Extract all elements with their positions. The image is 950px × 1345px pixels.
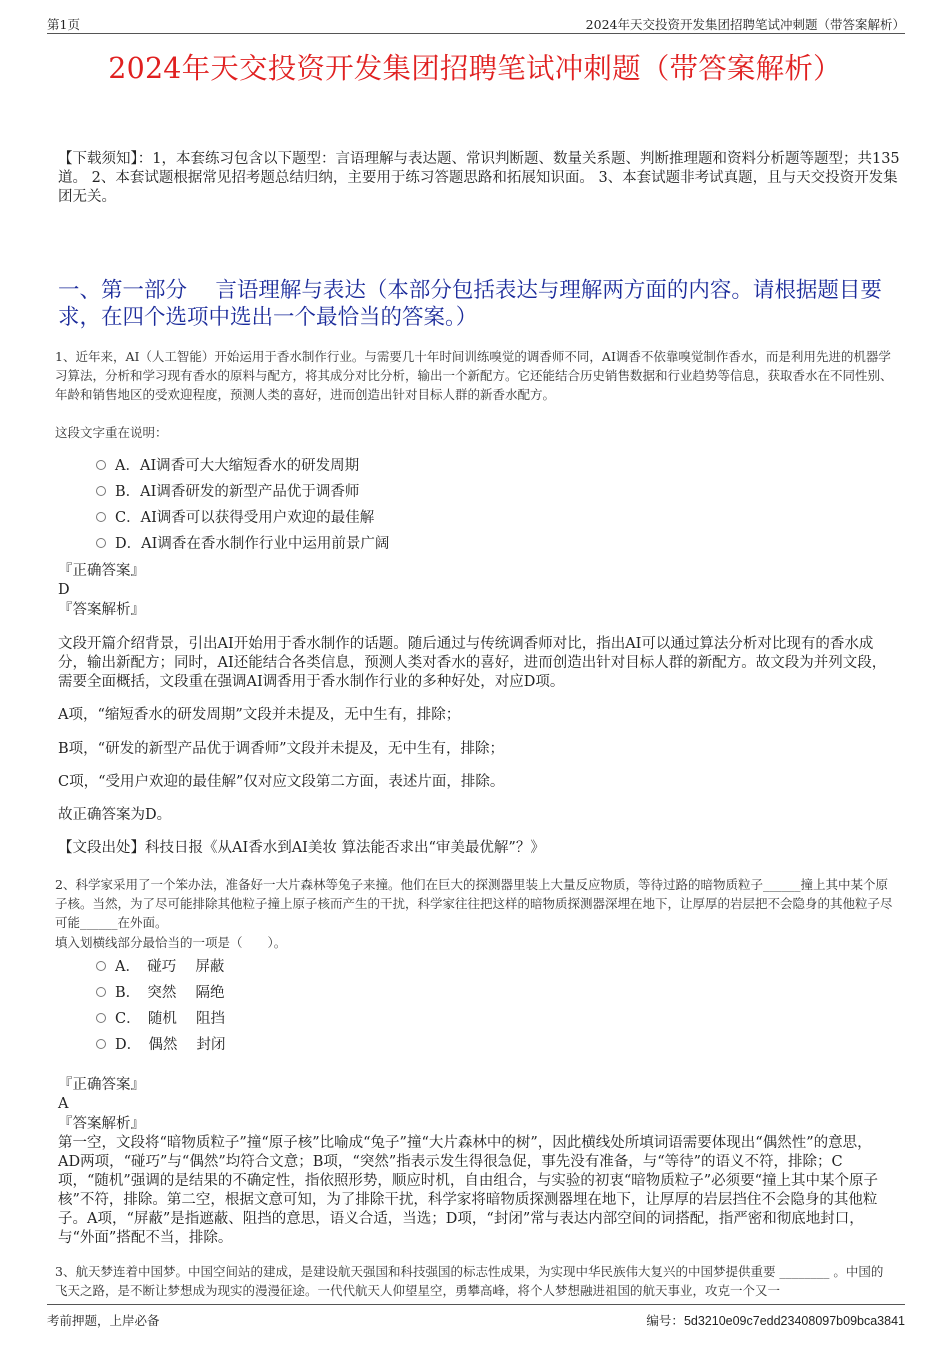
page-header [47, 13, 905, 34]
question-3-text: 3、航天梦连着中国梦。中国空间站的建成，是建设航天强国和科技强国的标志性成果，为实现中华民族伟大复兴的中国梦提供重要 ________ 。中国的飞天之路，是不断让梦想成为现实的漫漫征途。一代代航天人仰望星空，勇攀高峰，将个人梦想融进祖国的航天事业，攻克一个又一 [55, 1264, 884, 1298]
q1-option-d[interactable]: D．AI调香在香水制作行业中运用前景广阔 [96, 534, 389, 554]
q1-option-b[interactable]: B．AI调香研发的新型产品优于调香师 [96, 482, 359, 502]
q1-option-c[interactable]: C．AI调香可以获得受用户欢迎的最佳解 [96, 508, 374, 528]
radio-icon[interactable] [96, 1039, 106, 1049]
q2-answer: A [58, 1096, 69, 1112]
q2-option-a[interactable]: A． 碰巧 屏蔽 [96, 957, 224, 977]
page-title: 2024年天交投资开发集团招聘笔试冲刺题（带答案解析） [108, 52, 842, 85]
q2-option-b[interactable]: B． 突然 隔绝 [96, 983, 225, 1003]
radio-icon[interactable] [96, 987, 106, 997]
q2-option-d[interactable]: D． 偶然 封闭 [96, 1035, 225, 1055]
radio-icon[interactable] [96, 512, 106, 522]
q1-option-a[interactable]: A．AI调香可大大缩短香水的研发周期 [96, 456, 359, 476]
page-number: 第1页 [47, 17, 80, 32]
page-footer [47, 1304, 905, 1329]
q1-analysis-label: 『答案解析』 [58, 602, 145, 618]
section-heading: 一、第一部分 言语理解与表达（本部分包括表达与理解两方面的内容。请根据题目要求，在四个选项中选出一个最恰当的答案。） [58, 278, 882, 330]
footer-slogan: 考前押题，上岸必备 [47, 1313, 160, 1328]
q2-analysis-paragraph: 第一空，文段将“暗物质粒子”撞“原子核”比喻成“兔子”撞“大片森林中的树”，因此横线处所填词语需要体现出“偶然性”的意思，AD两项，“碰巧”与“偶然”均符合文意；B项，“突然”指表示发生得很急促，事先没有准备，与“等待”的语义不符，排除；C项，“随机”强调的是结果的不确定性，指依照形势，顺应时机，自由组合，与实验的初衷“暗物质粒子”必须要“撞上其中某个原子核”不符，排除。第二空，根据文意可知，为了排除干扰，科学家将暗物质探测器埋在地下，让厚厚的岩层挡住不会隐身的其他粒子。A项，“屏蔽”是指遮蔽、阻挡的意思，语义合适，当选；D项，“封闭”常与表达内部空间的词搭配，指严密和彻底地封口，与“外面”搭配不当，排除。 [58, 1135, 879, 1246]
q1-analysis-paragraph: 故正确答案为D。 [58, 807, 172, 823]
q1-analysis-paragraph: C项，“受用户欢迎的最佳解”仅对应文段第二方面，表述片面，排除。 [58, 774, 505, 790]
radio-icon[interactable] [96, 460, 106, 470]
q1-source: 【文段出处】科技日报《从AI香水到AI美妆 算法能否求出“审美最优解”？》 [58, 840, 545, 856]
radio-icon[interactable] [96, 1013, 106, 1023]
radio-icon[interactable] [96, 486, 106, 496]
question-1-text: 1、近年来，AI（人工智能）开始运用于香水制作行业。与需要几十年时间训练嗅觉的调香师不同，AI调香不依靠嗅觉制作香水，而是利用先进的机器学习算法，分析和学习现有香水的原料与配方，将其成分对比分析，输出一个新配方。它还能结合历史销售数据和行业趋势等信息，获取香水在不同性别、年龄和销售地区的受欢迎程度，预测人类的喜好，进而创造出针对目标人群的新香水配方。 [55, 349, 893, 402]
q1-answer: D [58, 582, 70, 598]
footer-code: 编号：5d3210e09c7edd23408097b09bca3841 [646, 1313, 905, 1328]
download-notice: 【下载须知】：1，本套练习包含以下题型：言语理解与表达题、常识判断题、数量关系题、判断推理题和资料分析题等题型；共135道。 2、本套试题根据常见招考题总结归纳，主要用于练习答题思路和拓展知识面。 3、本套试题非考试真题，且与天交投资开发集团无关。 [58, 151, 900, 205]
q2-answer-label: 『正确答案』 [58, 1077, 145, 1093]
q1-analysis-paragraph: 文段开篇介绍背景，引出AI开始用于香水制作的话题。随后通过与传统调香师对比，指出AI可以通过算法分析对比现有的香水成分，输出新配方；同时，AI还能结合各类信息，预测人类对香水的喜好，进而创造出针对目标人群的新配方。故文段为并列文段，需要全面概括，文段重在强调AI调香用于香水制作行业的多种好处，对应D项。 [58, 636, 887, 690]
question-1-prompt: 这段文字重在说明： [55, 425, 168, 440]
q1-answer-label: 『正确答案』 [58, 563, 145, 579]
question-2-prompt: 填入划横线部分最恰当的一项是（ ）。 [55, 935, 287, 950]
q2-analysis-label: 『答案解析』 [58, 1116, 145, 1132]
header-doc-title: 2024年天交投资开发集团招聘笔试冲刺题（带答案解析） [585, 17, 905, 32]
radio-icon[interactable] [96, 538, 106, 548]
question-2-text: 2、科学家采用了一个笨办法，准备好一大片森林等兔子来撞。他们在巨大的探测器里装上大量反应物质，等待过路的暗物质粒子______撞上其中某个原子核。当然，为了尽可能排除其他粒子撞上原子核而产生的干扰，科学家往往把这样的暗物质探测器深埋在地下，让厚厚的岩层把不会隐身的其他粒子尽可能______在外面。 [55, 877, 893, 930]
radio-icon[interactable] [96, 961, 106, 971]
q2-option-c[interactable]: C． 随机 阻挡 [96, 1009, 225, 1029]
q1-analysis-paragraph: B项，“研发的新型产品优于调香师”文段并未提及，无中生有，排除； [58, 741, 504, 757]
q1-analysis-paragraph: A项，“缩短香水的研发周期”文段并未提及，无中生有，排除； [58, 707, 461, 723]
